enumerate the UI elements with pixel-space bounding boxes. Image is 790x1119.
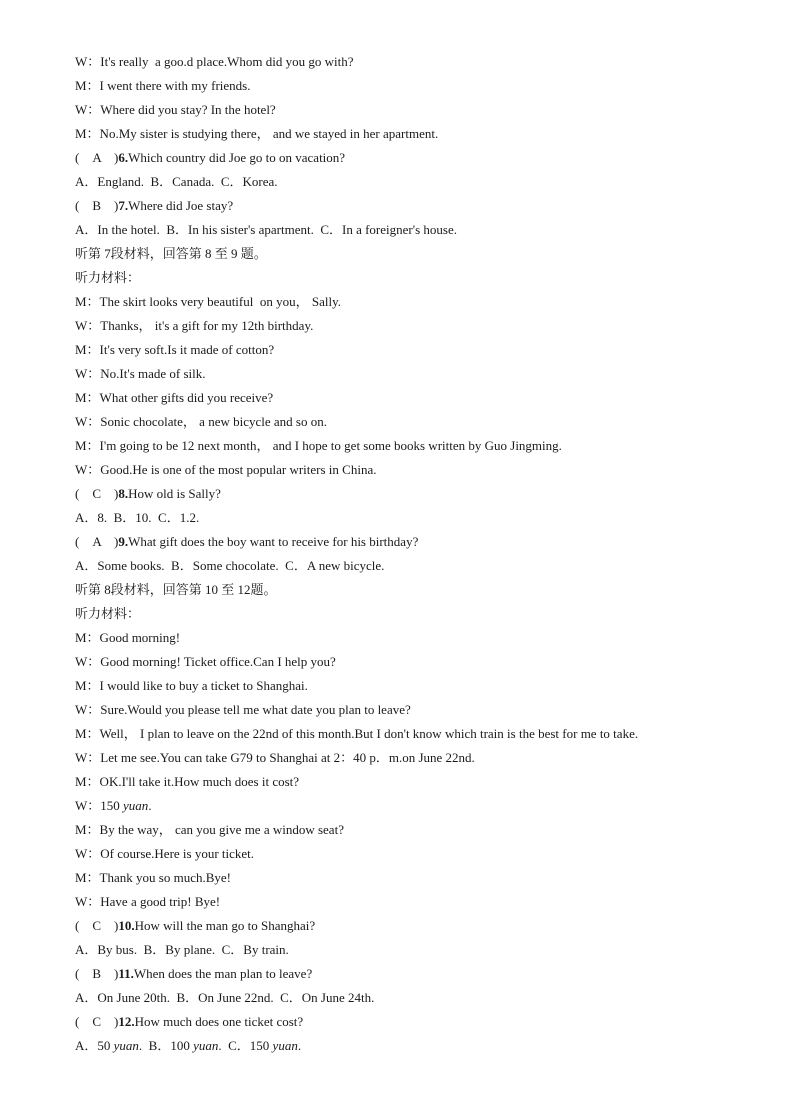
text-line: W：No.It's made of silk. (75, 366, 206, 381)
text-line: M：Thank you so much.Bye! (75, 870, 231, 885)
text-line: M：Good morning! (75, 630, 181, 645)
text-line (75, 530, 775, 554)
line-text: . B．100 (138, 1038, 194, 1053)
text-line (75, 1034, 775, 1058)
answer-key: ( C ) (75, 486, 119, 501)
line-text: Which country did Joe go to on vacation? (128, 150, 346, 165)
line-text: How much does one ticket cost? (134, 1014, 304, 1029)
text-line: A．By bus. B．By plane. C．By train. (75, 942, 289, 957)
text-line: 听力材料： (75, 606, 141, 621)
line-text: What gift does the boy want to receive for his birthday? (128, 534, 419, 549)
question-number: 6. (118, 150, 129, 165)
text-line: M：It's very soft.Is it made of cotton? (75, 342, 275, 357)
text-line (75, 962, 775, 986)
text-line: W：Good morning! Ticket office.Can I help you? (75, 654, 336, 669)
text-line: M：By the way， can you give me a window seat? (75, 822, 344, 837)
text-line: W：Let me see.You can take G79 to Shanghai at 2：40 p．m.on June 22nd. (75, 750, 475, 765)
text-line: M：What other gifts did you receive? (75, 390, 274, 405)
line-text: Where did Joe stay? (128, 198, 234, 213)
text-line: M：Well， I plan to leave on the 22nd of this month.But I don't know which train is the best for me to take. (75, 726, 639, 741)
line-text: How old is Sally? (128, 486, 221, 501)
text-line (75, 482, 775, 506)
answer-key: ( A ) (75, 534, 119, 549)
line-text: . (297, 1038, 302, 1053)
text-line: A．Some books. B．Some chocolate. C．A new bicycle. (75, 558, 385, 573)
text-line: W：Have a good trip! Bye! (75, 894, 221, 909)
text-line (75, 1010, 775, 1034)
text-line (75, 794, 775, 818)
text-line: M：I'm going to be 12 next month， and I hope to get some books written by Guo Jingming. (75, 438, 562, 453)
text-line: M：OK.I'll take it.How much does it cost? (75, 774, 300, 789)
question-number: 7. (118, 198, 129, 213)
italic-text: yuan (123, 798, 149, 813)
answer-key: ( A ) (75, 150, 119, 165)
text-line: 听第 7段材料，回答第 8 至 9 题。 (75, 246, 267, 261)
answer-key: ( C ) (75, 918, 119, 933)
text-line: W：Where did you stay? In the hotel? (75, 102, 276, 117)
text-line: M：No.My sister is studying there， and we stayed in her apartment. (75, 126, 439, 141)
answer-key: ( B ) (75, 966, 119, 981)
text-line: W：Sonic chocolate， a new bicycle and so on. (75, 414, 327, 429)
italic-text: yuan (272, 1038, 298, 1053)
text-line: W：Good.He is one of the most popular writers in China. (75, 462, 377, 477)
text-line: M：I would like to buy a ticket to Shanghai. (75, 678, 308, 693)
question-number: 9. (118, 534, 129, 549)
text-line (75, 914, 775, 938)
text-line: 听第 8段材料，回答第 10 至 12题。 (75, 582, 277, 597)
line-text: How will the man go to Shanghai? (134, 918, 316, 933)
text-line: A．In the hotel. B．In his sister's apartment. C．In a foreigner's house. (75, 222, 457, 237)
question-number: 11. (118, 966, 134, 981)
question-number: 12. (118, 1014, 135, 1029)
text-line: W：Sure.Would you please tell me what date you plan to leave? (75, 702, 411, 717)
answer-key: ( C ) (75, 1014, 119, 1029)
text-line: M：The skirt looks very beautiful on you， Sally. (75, 294, 341, 309)
line-text: . (148, 798, 152, 813)
text-line (75, 194, 775, 218)
question-number: 8. (118, 486, 129, 501)
text-line: M：I went there with my friends. (75, 78, 251, 93)
text-line: W：It's really a goo.d place.Whom did you go with? (75, 54, 354, 69)
answer-key: ( B ) (75, 198, 119, 213)
text-line: 听力材料： (75, 270, 141, 285)
line-text: When does the man plan to leave? (133, 966, 313, 981)
text-line: W：Thanks， it's a gift for my 12th birthday. (75, 318, 314, 333)
text-line (75, 146, 775, 170)
line-text: W：150 (75, 798, 124, 813)
text-line: A．On June 20th. B．On June 22nd. C．On June 24th. (75, 990, 375, 1005)
text-line: W：Of course.Here is your ticket. (75, 846, 255, 861)
question-number: 10. (118, 918, 135, 933)
text-line: A．8. B．10. C．1.2. (75, 510, 200, 525)
text-line: A．England. B．Canada. C．Korea. (75, 174, 278, 189)
line-text: A．50 (75, 1038, 114, 1053)
line-text: . C．150 (218, 1038, 273, 1053)
document-body (75, 50, 775, 1058)
italic-text: yuan (193, 1038, 219, 1053)
italic-text: yuan (113, 1038, 139, 1053)
